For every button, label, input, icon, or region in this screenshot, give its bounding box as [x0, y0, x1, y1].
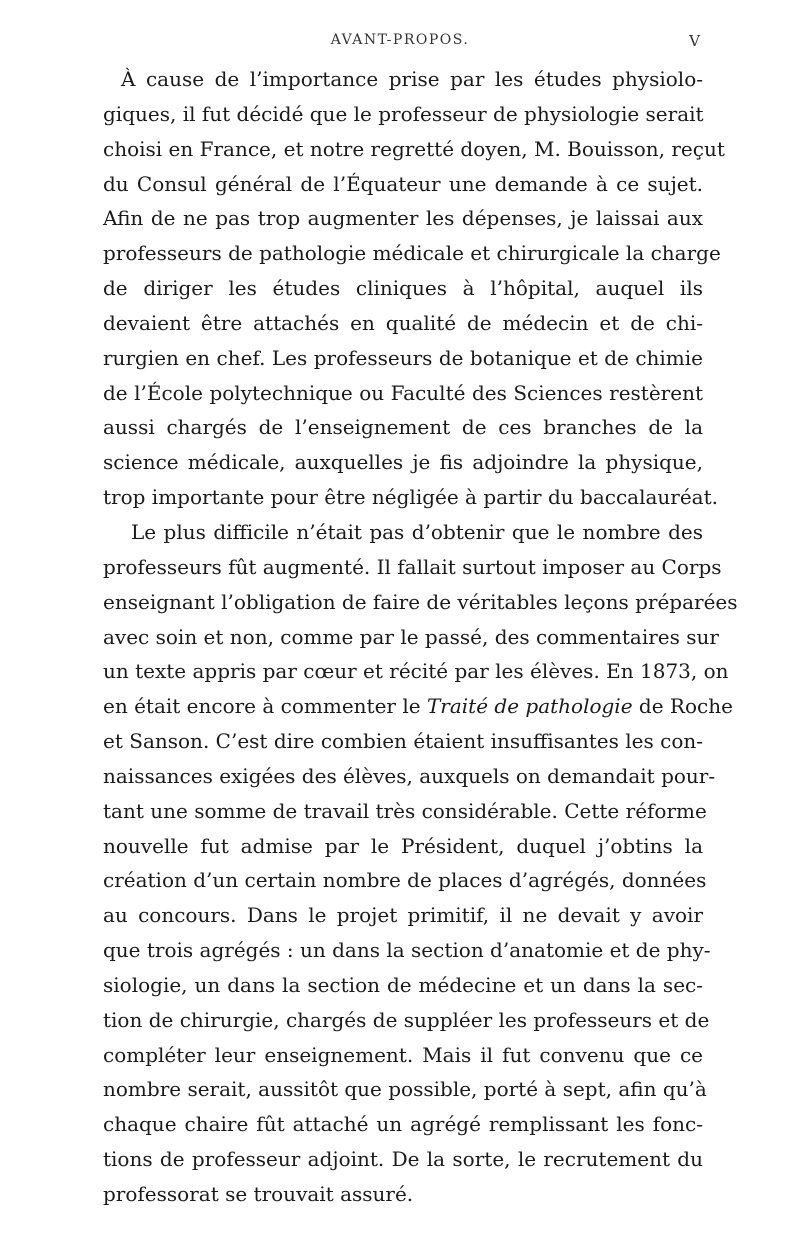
text-line: professeurs fût augmenté. Il fallait surtout imposer au Corps	[103, 554, 722, 579]
text-line: de diriger les études cliniques à l’hôpital, auquel ils	[103, 276, 703, 301]
text-line: aussi chargés de l’enseignement de ces branches de la	[103, 415, 703, 440]
text-line-with-italic	[103, 689, 733, 724]
paragraph-2	[103, 515, 738, 1212]
text-line: de l’École polytechnique ou Faculté des Sciences restèrent	[103, 380, 703, 405]
text-line: et Sanson. C’est dire combien étaient insuffisantes les con-	[103, 729, 703, 754]
text-line: que trois agrégés : un dans la section d’anatomie et de phy-	[103, 938, 711, 963]
text-line: au concours. Dans le projet primitif, il ne devait y avoir	[103, 903, 703, 928]
text-line: du Consul général de l’Équateur une demande à ce sujet.	[103, 171, 703, 196]
text-line: siologie, un dans la section de médecine et un dans la sec-	[103, 972, 703, 997]
text-line: chaque chaire fût attaché un agrégé remplissant les fonc-	[103, 1112, 703, 1137]
text-line: naissances exigées des élèves, auxquels on demandait pour-	[103, 763, 716, 788]
text-line: compléter leur enseignement. Mais il fut convenu que ce	[103, 1042, 703, 1067]
text-line: science médicale, auxquelles je fis adjoindre la physique,	[103, 450, 703, 475]
running-head	[100, 32, 700, 56]
text-line: trop importante pour être négligée à partir du baccalauréat.	[103, 485, 718, 510]
text-line: rurgien en chef. Les professeurs de botanique et de chimie	[103, 345, 703, 370]
text-line: Afin de ne pas trop augmenter les dépenses, je laissai aux	[103, 206, 703, 231]
text-line: professeurs de pathologie médicale et chirurgicale la charge	[103, 241, 721, 266]
page-number: V	[689, 32, 700, 50]
text-line: nouvelle fut admise par le Président, duquel j’obtins la	[103, 833, 703, 858]
text-line: nombre serait, aussitôt que possible, porté à sept, afin qu’à	[103, 1077, 707, 1102]
text-line: Le plus difficile n’était pas d’obtenir que le nombre des	[131, 519, 703, 544]
text-line: devaient être attachés en qualité de médecin et de chi-	[103, 310, 703, 335]
text-line: enseignant l’obligation de faire de véritables leçons préparées	[103, 589, 738, 614]
text-line: giques, il fut décidé que le professeur de physiologie serait	[103, 101, 704, 126]
text-line: choisi en France, et notre regretté doyen, M. Bouisson, reçut	[103, 136, 725, 161]
paragraph-1	[103, 62, 725, 515]
text-line: tions de professeur adjoint. De la sorte, le recrutement du	[103, 1147, 703, 1172]
line-text-after: de Roche	[632, 694, 733, 719]
text-line: tant une somme de travail très considérable. Cette réforme	[103, 798, 707, 823]
body-text	[103, 62, 738, 1212]
text-line: À cause de l’importance prise par les études physiolo-	[121, 67, 703, 91]
text-line: création d’un certain nombre de places d’agrégés, données	[103, 868, 707, 893]
text-line: professorat se trouvait assuré.	[103, 1182, 414, 1206]
text-line: un texte appris par cœur et récité par les élèves. En 1873, on	[103, 659, 729, 684]
text-line: avec soin et non, comme par le passé, des commentaires sur	[103, 624, 719, 649]
text-line: tion de chirurgie, chargés de suppléer les professeurs et de	[103, 1007, 710, 1032]
italic-book-title: Traité de pathologie	[426, 694, 633, 719]
line-text-before: en était encore à commenter le	[103, 694, 427, 719]
running-title: AVANT-PROPOS.	[330, 32, 470, 48]
